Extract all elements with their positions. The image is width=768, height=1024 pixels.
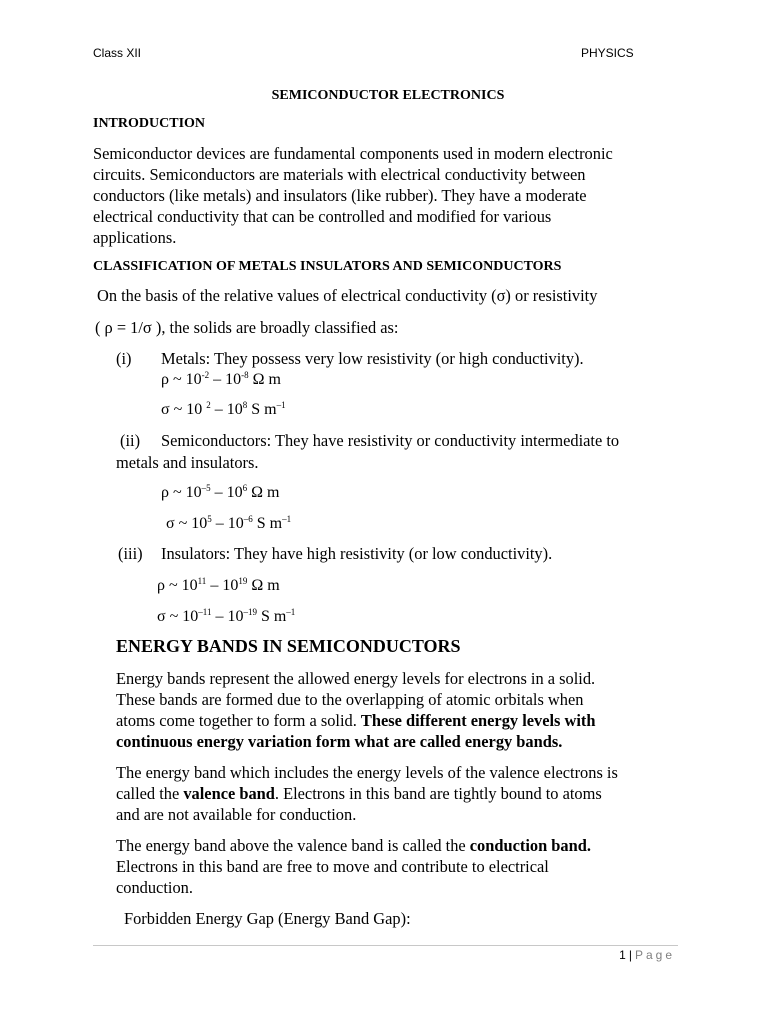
intro-paragraph: [93, 143, 693, 248]
metals-resistivity: [161, 371, 281, 389]
classification-intro-line: On the basis of the relative values of electrical conductivity (σ) or resistivity: [97, 286, 598, 305]
eq-exp: 19: [238, 576, 248, 586]
metals-text: Metals: They possess very low resistivity (or high conductivity).: [161, 349, 584, 368]
eq-part: ρ ~ 10: [161, 484, 202, 501]
eq-part: ρ ~ 10: [161, 371, 202, 388]
intro-line: Semiconductor devices are fundamental components used in modern electronic: [93, 144, 613, 163]
insulators-resistivity: [157, 577, 280, 595]
eq-exp: 2: [206, 400, 211, 410]
paragraph-line: and are not available for conduction.: [116, 805, 357, 824]
eq-exp: 8: [242, 400, 248, 410]
metals-number: (i): [116, 349, 132, 368]
semiconductors-conductivity: [166, 515, 291, 533]
bold-text-run: continuous energy variation form what are called energy bands.: [116, 732, 563, 751]
paragraph-line: conduction.: [116, 878, 193, 897]
classification-intro-line: ( ρ = 1/σ ), the solids are broadly classified as:: [95, 318, 399, 337]
eq-exp: -2: [201, 370, 210, 380]
bold-text-run: conduction band.: [469, 836, 591, 855]
eq-part: – 10: [206, 577, 239, 594]
paragraph-line: Energy bands represent the allowed energy levels for electrons in a solid.: [116, 669, 596, 688]
text-run: The energy band above the valence band is called the: [116, 836, 470, 855]
page-number: 1: [619, 948, 626, 962]
paragraph-line: [116, 731, 696, 752]
page-title: SEMICONDUCTOR ELECTRONICS: [271, 88, 505, 103]
eq-exp: –1: [282, 514, 292, 524]
eq-part: – 10: [211, 608, 244, 625]
eq-exp: 5: [207, 514, 212, 524]
metals-conductivity: [161, 401, 286, 419]
classification-heading: CLASSIFICATION OF METALS INSULATORS AND SEMICONDUCTORS: [93, 259, 562, 274]
eq-exp: -8: [241, 370, 249, 380]
eq-exp: 11: [197, 576, 207, 586]
eq-unit: S m: [256, 608, 287, 625]
footer-separator: |: [628, 948, 632, 962]
text-run: . Electrons in this band are tightly bound to atoms: [274, 784, 602, 803]
eq-part: – 10: [210, 401, 243, 418]
paragraph-line: [116, 835, 696, 856]
intro-line: applications.: [93, 228, 177, 247]
energy-bands-heading: ENERGY BANDS IN SEMICONDUCTORS: [116, 636, 461, 656]
intro-heading: INTRODUCTION: [93, 116, 206, 131]
eq-part: – 10: [210, 484, 243, 501]
insulators-number: (iii): [118, 544, 143, 563]
energy-paragraph-2: [116, 762, 696, 825]
page-footer: [619, 948, 675, 962]
eq-exp: –1: [276, 400, 286, 410]
eq-part: – 10: [211, 515, 244, 532]
eq-exp: 6: [242, 483, 248, 493]
eq-part: ρ ~ 10: [157, 577, 198, 594]
intro-line: conductors (like metals) and insulators (like rubber). They have a moderate: [93, 186, 587, 205]
bold-text-run: These different energy levels with: [360, 711, 596, 730]
paragraph-line: The energy band which includes the energy levels of the valence electrons is: [116, 763, 618, 782]
energy-paragraph-1: [116, 668, 696, 752]
eq-exp: –6: [243, 514, 253, 524]
footer-divider: [93, 945, 678, 946]
energy-paragraph-3: [116, 835, 696, 898]
page-label: Page: [634, 948, 675, 962]
band-gap-heading: Forbidden Energy Gap (Energy Band Gap):: [124, 909, 411, 928]
eq-unit: S m: [252, 515, 283, 532]
intro-line: circuits. Semiconductors are materials with electrical conductivity between: [93, 165, 586, 184]
semiconductors-number: (ii): [120, 431, 141, 450]
eq-unit: S m: [247, 401, 277, 418]
header-subject-label: PHYSICS: [581, 46, 634, 60]
eq-part: σ ~ 10: [166, 515, 208, 532]
paragraph-line: [116, 783, 696, 804]
insulators-conductivity: [157, 608, 295, 626]
eq-part: – 10: [209, 371, 242, 388]
eq-exp: –11: [198, 607, 212, 617]
eq-unit: Ω m: [247, 577, 280, 594]
eq-part: σ ~ 10: [161, 401, 207, 418]
eq-unit: Ω m: [247, 484, 280, 501]
text-run: called the: [116, 784, 184, 803]
header-class-label: Class XII: [93, 46, 142, 60]
semiconductors-resistivity: [161, 484, 279, 502]
paragraph-line: Electrons in this band are free to move and contribute to electrical: [116, 857, 549, 876]
text-run: atoms come together to form a solid.: [116, 711, 361, 730]
insulators-text: Insulators: They have high resistivity (or low conductivity).: [161, 544, 553, 563]
eq-part: σ ~ 10: [157, 608, 199, 625]
intro-line: electrical conductivity that can be controlled and modified for various: [93, 207, 552, 226]
eq-exp: –1: [286, 607, 296, 617]
eq-exp: –5: [201, 483, 211, 493]
bold-text-run: valence band: [183, 784, 275, 803]
semiconductors-text: Semiconductors: They have resistivity or conductivity intermediate to: [161, 431, 620, 450]
paragraph-line: These bands are formed due to the overlapping of atomic orbitals when: [116, 690, 584, 709]
eq-unit: Ω m: [248, 371, 281, 388]
paragraph-line: [116, 710, 696, 731]
semiconductors-text: metals and insulators.: [116, 453, 259, 472]
eq-exp: –19: [243, 607, 257, 617]
